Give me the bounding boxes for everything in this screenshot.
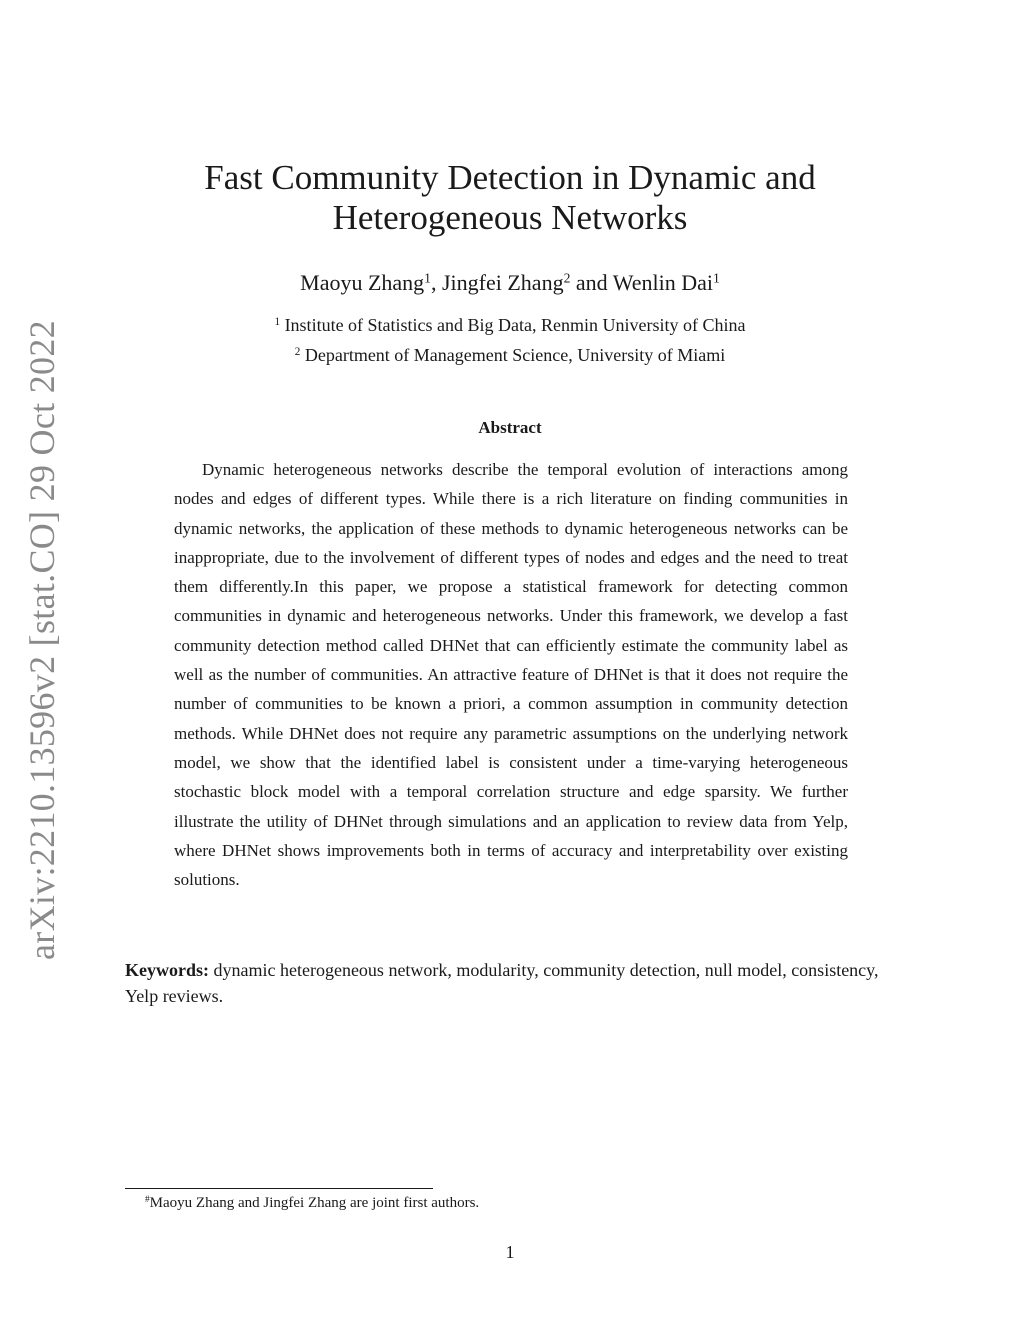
affiliation (130, 313, 890, 337)
author-name: Wenlin Dai (612, 270, 714, 295)
keywords (125, 957, 900, 1009)
author-list (130, 268, 890, 298)
author-affiliation-mark: 2 (563, 270, 571, 286)
abstract-heading: Abstract (478, 418, 542, 437)
footnote (145, 1193, 885, 1213)
footnote-text: Maoyu Zhang and Jingfei Zhang are joint first authors. (149, 1195, 480, 1211)
paper-title: Fast Community Detection in Dynamic and Heterogeneous Networks (204, 158, 816, 237)
author-affiliation-mark: 1 (424, 270, 431, 286)
affiliation (130, 343, 890, 367)
author-affiliation-mark: 1 (713, 270, 720, 286)
page-number: 1 (505, 1242, 515, 1262)
affiliation-text: Department of Management Science, University of Miami (304, 345, 726, 365)
author-separator: , (430, 270, 442, 295)
abstract-text: Dynamic heterogeneous networks describe the temporal evolution of interactions among nodes and edges of different types. While there is a rich literature on finding communities in dynamic networks, the application of these methods to dynamic heterogeneous networks can be inappropriate, due to the involvement of different types of nodes and edges and the need to treat them differently.In this paper, we propose a statistical framework for detecting common communities in dynamic and heterogeneous networks. Under this framework, we develop a fast community detection method called DHNet that can efficiently estimate the community label as well as the number of communities. An attractive feature of DHNet is that it does not require the number of communities to be known a priori, a common assumption in community detection methods. While DHNet does not require any parametric assumptions on the underlying network model, we show that the identified label is consistent under a time-varying heterogeneous stochastic block model with a temporal correlation structure and edge sparsity. We further illustrate the utility of DHNet through simulations and an application to review data from Yelp, where DHNet shows improvements both in terms of accuracy and interpretability over existing solutions. (174, 460, 848, 890)
footnote-mark: # (145, 1194, 150, 1205)
keywords-label: Keywords: (125, 960, 209, 980)
author-separator: and (570, 270, 613, 295)
arxiv-identifier: arXiv:2210.13596v2 [stat.CO] 29 Oct 2022 (22, 320, 62, 960)
author-name: Jingfei Zhang (441, 270, 564, 295)
affiliation-mark: 2 (294, 345, 301, 358)
affiliation-text: Institute of Statistics and Big Data, Renmin University of China (284, 315, 746, 335)
keywords-text: dynamic heterogeneous network, modularity, community detection, null model, consistency, Yelp reviews. (125, 960, 879, 1006)
footnote-rule (125, 1188, 433, 1189)
author-name: Maoyu Zhang (300, 270, 425, 295)
affiliation-mark: 1 (274, 315, 281, 328)
